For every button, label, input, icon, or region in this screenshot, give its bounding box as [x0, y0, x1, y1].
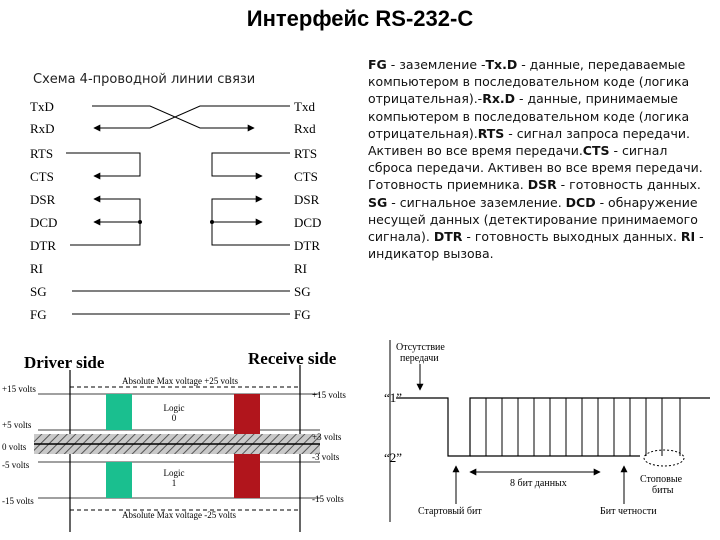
signal-term-text: - данные, передаваемые компьютером в последовательном коде (логика отрицательная).- [368, 57, 690, 107]
driver-side-label: Driver side [24, 353, 105, 372]
signal-term: RTS [477, 125, 505, 141]
signal-right-label: Txd [294, 99, 315, 114]
signal-term-text: - индикатор вызова. [368, 229, 704, 262]
junction-dot [210, 220, 214, 224]
signal-term-text: - заземление - [386, 57, 486, 72]
signal-right-label: FG [294, 307, 311, 322]
signal-left-label: DTR [30, 238, 56, 253]
logic0-label: Logic [163, 403, 185, 413]
signal-term: CTS [582, 143, 610, 159]
right-volt-label: -15 volts [312, 494, 344, 504]
junction-dot [138, 220, 142, 224]
voltage-levels-diagram [2, 349, 346, 532]
abs-max-neg-label: Absolute Max voltage -25 volts [122, 510, 236, 520]
signal-term: SG [368, 194, 388, 210]
wiring-schema [30, 99, 321, 322]
receive-side-label: Receive side [248, 349, 337, 368]
left-rts-cts-loop [66, 153, 140, 176]
signal-term-text: - обнаружение несущей данных (детектирование принимаемого сигнала). [368, 194, 698, 245]
signal-left-label: RxD [30, 121, 55, 136]
timing-diagram [384, 340, 710, 522]
driver-logic0-bar [106, 394, 132, 430]
signal-left-label: SG [30, 284, 47, 299]
txd-wire [92, 106, 254, 128]
signal-term: Tx.D [485, 57, 518, 72]
start-bit-label: Стартовый бит [418, 506, 482, 517]
level1-label: “1” [384, 390, 403, 405]
signal-left-label: DCD [30, 215, 58, 230]
idle-label: передачи [400, 353, 439, 364]
right-rts-cts-loop [212, 153, 290, 176]
right-volt-label: +15 volts [312, 390, 346, 400]
signal-left-label: CTS [30, 169, 54, 184]
signal-term: DSR [527, 177, 557, 193]
left-volt-label: 0 volts [2, 442, 27, 452]
signal-right-label: SG [294, 284, 311, 299]
signal-term-text: - сигнал сброса передачи. Активен во все время передачи. Готовность приемника. [368, 143, 703, 193]
idle-label: Отсутствие [396, 342, 445, 353]
signal-right-label: DSR [294, 192, 320, 207]
signal-term: RI [680, 229, 696, 245]
signal-term: DTR [433, 229, 463, 245]
left-volt-label: +15 volts [2, 384, 36, 394]
signal-term-text: - данные, принимаемые компьютером в последовательном коде (логика отрицательная). [368, 91, 690, 141]
receiver-logic0-bar [234, 394, 260, 434]
parity-bit-label: Бит четности [600, 506, 657, 517]
data-bits-label: 8 бит данных [510, 478, 567, 489]
level2-label: “2” [384, 450, 403, 465]
signal-term-text: - готовность выходных данных. [462, 229, 681, 245]
logic0-value: 0 [171, 413, 177, 423]
signal-term: Rx.D [482, 91, 516, 107]
stop-bits-oval [644, 450, 684, 466]
signal-right-label: RTS [294, 146, 318, 161]
left-volt-label: -15 volts [2, 496, 34, 506]
stop-bits-label: Стоповые [640, 474, 683, 485]
signal-left-label: FG [30, 307, 47, 322]
receiver-logic1-bar [234, 454, 260, 498]
page-title: Интерфейс RS-232-C [246, 6, 474, 31]
signal-term: DCD [565, 194, 596, 210]
signal-term-text: - сигнальное заземление. [387, 194, 566, 210]
signal-term-text: - готовность данных. [556, 177, 701, 193]
signal-term-text: - сигнал запроса передачи. Активен во все время передачи. [368, 125, 690, 159]
schema-title: Схема 4-проводной линии связи [33, 72, 256, 87]
signal-waveform [396, 398, 710, 456]
signal-left-label: DSR [30, 192, 56, 207]
logic1-label: Logic [163, 468, 185, 478]
right-volt-label: +3 volts [312, 432, 342, 442]
signal-right-label: Rxd [294, 121, 316, 136]
left-volt-label: -5 volts [2, 460, 30, 470]
signal-left-label: RTS [30, 146, 54, 161]
stop-bits-label: биты [652, 485, 674, 496]
signal-right-label: DCD [294, 215, 322, 230]
driver-logic1-bar [106, 462, 132, 498]
signal-right-label: DTR [294, 238, 320, 253]
left-volt-label: +5 volts [2, 420, 32, 430]
logic1-value: 1 [171, 478, 177, 488]
signal-term: FG [368, 57, 387, 72]
abs-max-pos-label: Absolute Max voltage +25 volts [122, 376, 239, 386]
signal-left-label: RI [30, 261, 43, 276]
signal-right-label: RI [294, 261, 307, 276]
signal-right-label: CTS [294, 169, 318, 184]
right-volt-label: -3 volts [312, 452, 340, 462]
signal-left-label: TxD [30, 99, 54, 114]
